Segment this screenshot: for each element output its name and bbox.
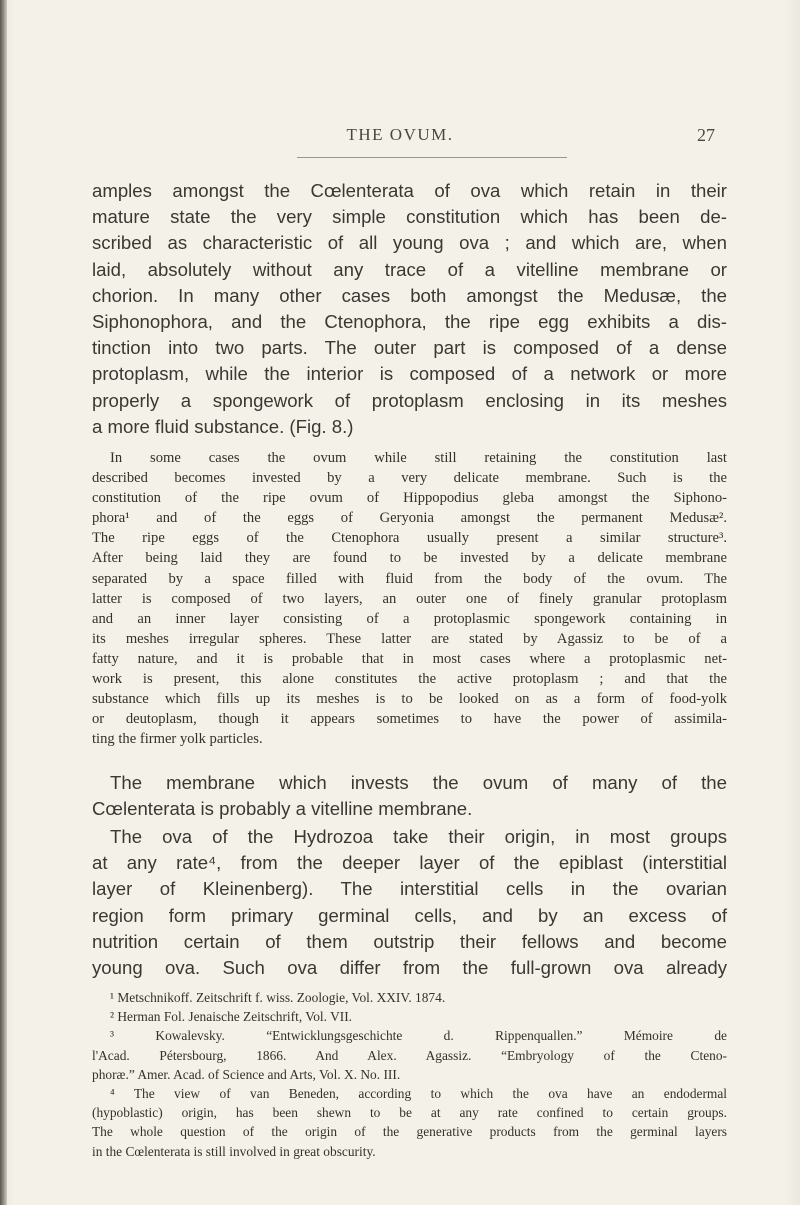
text-line: protoplasm, while the interior is composed of a network or more — [92, 363, 727, 385]
page-spine-edge — [0, 0, 7, 1205]
text-line: After being laid they are found to be invested by a delicate membrane — [92, 550, 727, 567]
text-line: separated by a space filled with fluid from the body of the ovum. The — [92, 570, 727, 587]
page-number: 27 — [697, 125, 715, 145]
text-line: nutrition certain of them outstrip their fellows and become — [92, 930, 727, 952]
footnote-3-cont: l'Acad. Pétersbourg, 1866. And Alex. Agassiz. “Embryology of the Cteno- — [92, 1047, 727, 1063]
text-line: The ova of the Hydrozoa take their origin, in most groups — [110, 826, 727, 847]
text-line: fatty nature, and it is probable that in most cases where a protoplasmic net- — [92, 650, 727, 667]
text-line: constitution of the ripe ovum of Hippopodius gleba amongst the Siphono- — [92, 490, 727, 507]
text-line: latter is composed of two layers, an outer one of finely granular protoplasm — [92, 590, 727, 607]
text-line: region form primary germinal cells, and by an excess of — [92, 904, 727, 926]
footnote-3-cont: phoræ.” Amer. Acad. of Science and Arts, Vol. X. No. III. — [92, 1066, 401, 1082]
text-line: chorion. In many other cases both amongst the Medusæ, the — [92, 284, 727, 306]
footnote-4-cont: (hypoblastic) origin, has been shewn to be at any rate confined to certain groups. — [92, 1105, 727, 1121]
paragraph-main-2 — [92, 770, 727, 822]
running-title: THE OVUM. — [346, 125, 454, 144]
text-line: The membrane which invests the ovum of many of the — [110, 772, 727, 793]
text-line: Siphonophora, and the Ctenophora, the ripe egg exhibits a dis- — [92, 311, 727, 333]
paragraph-main-3 — [92, 824, 727, 981]
text-line: and an inner layer consisting of a protoplasmic spongework containing in — [92, 610, 727, 627]
footnote-1: ¹ Metschnikoff. Zeitschrift f. wiss. Zoologie, Vol. XXIV. 1874. — [110, 990, 446, 1005]
footnote-4-cont: in the Cœlenterata is still involved in great obscurity. — [92, 1143, 376, 1159]
text-line: scribed as characteristic of all young ova ; and which are, when — [92, 232, 727, 254]
footnote-4: ⁴ The view of van Beneden, according to which the ova have an endodermal — [110, 1086, 727, 1102]
text-line: tinction into two parts. The outer part is composed of a dense — [92, 337, 727, 359]
paragraph-main-1 — [92, 178, 727, 440]
text-line: or deutoplasm, though it appears sometimes to have the power of assimila- — [92, 711, 727, 728]
text-line: substance which fills up its meshes is to be looked on as a form of food-yolk — [92, 691, 727, 708]
text-line: at any rate⁴, from the deeper layer of the epiblast (interstitial — [92, 852, 727, 874]
text-line: amples amongst the Cœlenterata of ova which retain in their — [92, 180, 727, 201]
text-line: properly a spongework of protoplasm enclosing in its meshes — [92, 389, 727, 411]
footnote-3: ³ Kowalevsky. “Entwicklungsgeschichte d. Rippenquallen.” Mémoire de — [110, 1028, 727, 1044]
text-line: a more fluid substance. (Fig. 8.) — [92, 415, 354, 437]
text-line: The ripe eggs of the Ctenophora usually present a similar structure³. — [92, 530, 727, 547]
text-line: ting the firmer yolk particles. — [92, 731, 263, 748]
text-line: Cœlenterata is probably a vitelline membrane. — [92, 798, 473, 820]
footnote-2: ² Herman Fol. Jenaische Zeitschrift, Vol. VII. — [110, 1009, 353, 1025]
header-rule — [297, 157, 567, 158]
text-line: work is present, this alone constitutes the active protoplasm ; and that the — [92, 671, 727, 688]
text-line: its meshes irregular spheres. These latter are stated by Agassiz to be of a — [92, 630, 727, 647]
text-line: phora¹ and of the eggs of Geryonia amongst the permanent Medusæ². — [92, 510, 727, 527]
text-line: mature state the very simple constitution which has been de- — [92, 206, 727, 228]
text-line: In some cases the ovum while still retaining the constitution last — [110, 450, 727, 466]
footnotes — [92, 988, 727, 1161]
text-line: described becomes invested by a very delicate membrane. Such is the — [92, 470, 727, 487]
paragraph-small-print — [92, 448, 727, 749]
text-line: young ova. Such ova differ from the full-grown ova already — [92, 957, 727, 979]
text-line: laid, absolutely without any trace of a vitelline membrane or — [92, 258, 727, 280]
footnote-4-cont: The whole question of the origin of the generative products from the germinal layers — [92, 1124, 727, 1140]
text-line: layer of Kleinenberg). The interstitial cells in the ovarian — [92, 878, 727, 900]
